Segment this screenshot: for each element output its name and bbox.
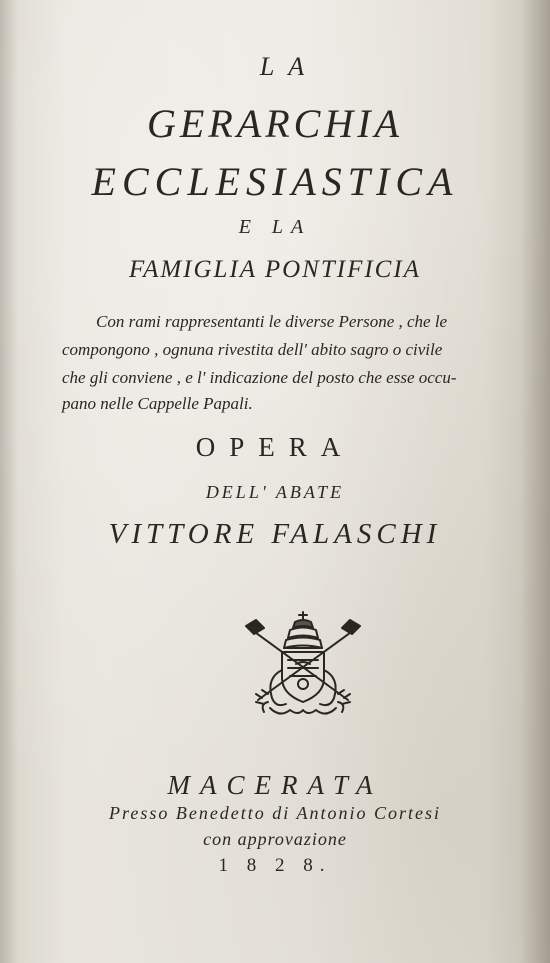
description-line: che gli conviene , e l' indicazione del posto che esse occu- bbox=[62, 368, 457, 387]
publisher-line: Presso Benedetto di Antonio Cortesi bbox=[109, 803, 441, 823]
description-line: pano nelle Cappelle Papali. bbox=[62, 394, 253, 413]
title-line-famiglia: FAMIGLIA PONTIFICIA bbox=[129, 256, 421, 283]
publication-year: 1 8 2 8. bbox=[218, 855, 332, 876]
description-line: compongono , ognuna rivestita dell' abito sagro o civile bbox=[62, 340, 443, 359]
title-line-ecclesiastica: ECCLESIASTICA bbox=[91, 159, 459, 204]
papal-coat-of-arms-icon bbox=[240, 608, 366, 720]
author-prefix: DELL' ABATE bbox=[205, 482, 345, 502]
author-name: VITTORE FALASCHI bbox=[108, 518, 442, 550]
title-line-gerarchia: GERARCHIA bbox=[147, 101, 403, 146]
approval-line: con approvazione bbox=[203, 829, 347, 849]
description-line: Con rami rappresentanti le diverse Persone , che le bbox=[96, 312, 448, 331]
title-conjunction: E LA bbox=[238, 216, 312, 238]
work-label: OPERA bbox=[195, 432, 355, 462]
title-article: LA bbox=[259, 52, 319, 81]
publication-place: MACERATA bbox=[167, 770, 383, 800]
